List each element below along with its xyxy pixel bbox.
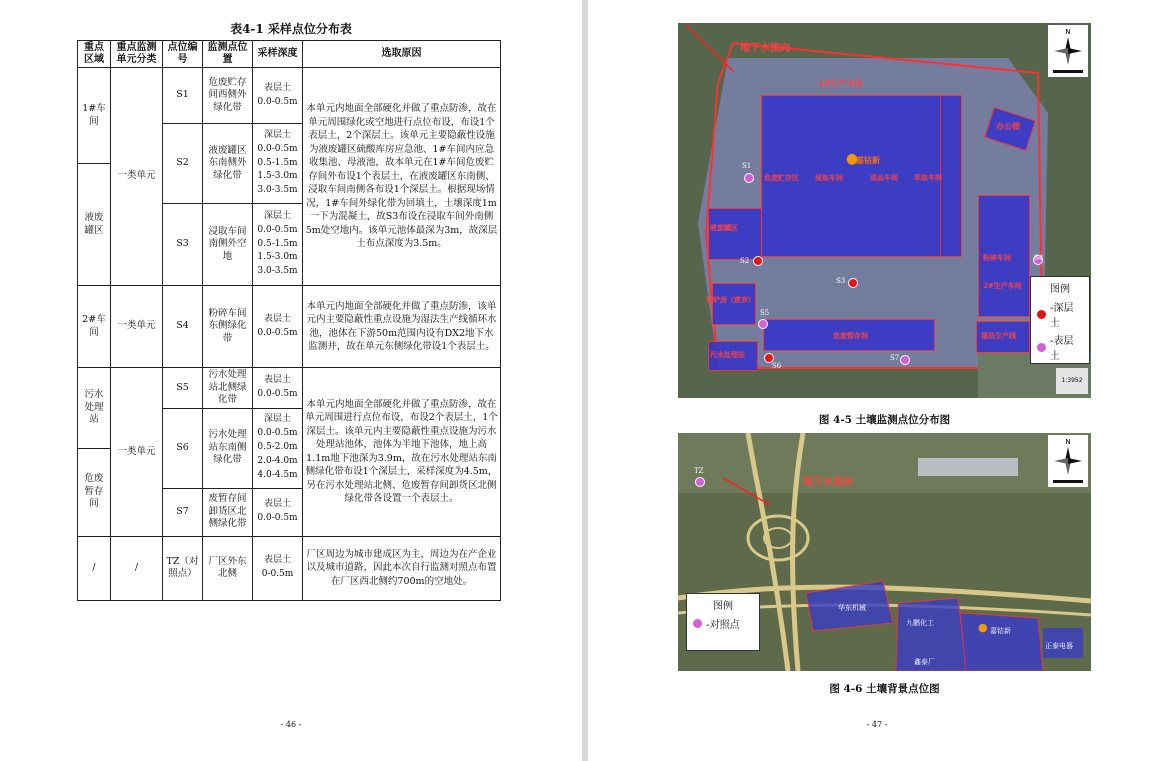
north-arrow-icon: [1048, 435, 1088, 487]
reason-cell: 厂区周边为城市建成区为主，周边为在产企业以及城市道路，因此本次自行监测对照点布置在厂区西北侧约700m的空地处。: [303, 536, 501, 600]
header-cell: 重点监测单元分类: [111, 41, 163, 68]
unit-cell: 一类单元: [111, 368, 163, 537]
sampling-table: [77, 40, 501, 601]
header-cell: 监测点位置: [203, 41, 253, 68]
area-cell: 污水处理站: [78, 368, 111, 449]
building-label: 湿法生产线: [981, 331, 1016, 340]
point-cell: S1: [163, 68, 203, 124]
legend-label: -深层土: [1049, 303, 1074, 329]
building-label: 锅炉房（废弃）: [706, 295, 755, 304]
page-number: - 46 -: [280, 720, 302, 729]
building-label: 成品车间: [870, 173, 898, 182]
table-row: [78, 68, 501, 124]
area-cell: 危废暂存间: [78, 448, 111, 536]
north-label: N: [1065, 28, 1071, 36]
reason-cell: 本单元内地面全部硬化并做了重点防渗，故在单元周围绿化或空地进行点位布设，布设1个表层土，2个深层土。该单元主要隐蔽性设施为液废罐区硫酸库房应急池、1#车间内应急收集池、母液池，故本单元在1#车间危废贮存间外布设1个表层土，在液废罐区东南侧、浸取车间南侧各布设1个深层土。根据现场情况，1#车间外绿化带为回填土，土壤深度1m一下为混凝土，故S3布设在浸取车间外南侧5m处空地内。该单元池体最深为3m，故深层土布点深度为3.5m。: [303, 68, 501, 286]
page-number: - 47 -: [866, 720, 888, 729]
location-cell: 厂区外东北侧: [203, 536, 253, 600]
location-cell: 污水处理站东南侧绿化带: [203, 408, 253, 488]
building-label: 2#生产车间: [983, 281, 1022, 290]
depth-cell: 表层土 0.0-0.5m: [253, 286, 303, 368]
company-label: 华东机械: [838, 604, 866, 612]
company-label: 正泰电器: [1045, 642, 1073, 650]
location-cell: 浸取车间南侧外空地: [203, 204, 253, 286]
building-label: 危废暂存间: [833, 331, 868, 340]
page-47: [588, 0, 1166, 761]
building-label: 污水处理站: [710, 350, 745, 359]
header-cell: 重点区域: [78, 41, 111, 68]
area-cell: 1#车间: [78, 68, 111, 164]
company-label: 嘉钴新: [990, 627, 1011, 635]
surface-soil-icon: [1037, 343, 1046, 352]
building-label: 办公楼: [996, 121, 1020, 131]
factory-name-label: 嘉钴新: [856, 155, 880, 165]
figure-caption: 图 4-6 土壤背景点位图: [829, 683, 940, 695]
sample-point-s2: [753, 256, 763, 266]
point-cell: S7: [163, 488, 203, 536]
area-cell: 2#车间: [78, 286, 111, 368]
location-pin-icon: ●: [978, 621, 988, 634]
company-label: 九鹏化工: [906, 619, 934, 627]
reference-point-icon: [693, 619, 702, 628]
point-label: S3: [836, 277, 846, 285]
building-label: 浸取车间: [815, 173, 843, 182]
building-label: 危废贮存区: [764, 173, 799, 182]
unit-cell: /: [111, 536, 163, 600]
sample-point-s5: [758, 319, 768, 329]
header-cell: 选取原因: [303, 41, 501, 68]
reason-cell: 本单元内地面全部硬化并做了重点防渗，故在单元周围进行点位布设，布设2个表层土，1个深层土。该单元内主要隐蔽性重点设施为污水处理站池体，池体为半地下池体，地上高1.1m地下池深为3.9m，故在污水处理站东南侧绿化带布设1个深层土，采样深度为4.5m，另在污水处理站北侧、危废暂存间卸货区北侧绿化带各设置一个表层土。: [303, 368, 501, 537]
building-label: 液废罐区: [710, 223, 738, 232]
company-label: 鑫泰厂: [914, 658, 935, 666]
legend-row-reference: [693, 616, 753, 631]
deep-soil-icon: [1037, 310, 1046, 319]
legend-row-deep: [1037, 299, 1083, 329]
area-cell: /: [78, 536, 111, 600]
page-46: [0, 0, 582, 761]
depth-cell: 表层土 0-0.5m: [253, 536, 303, 600]
unit-cell: 一类单元: [111, 286, 163, 368]
groundwater-direction-label: 地下水流向: [803, 477, 853, 488]
scale-label: 1:3952: [1056, 368, 1088, 394]
building-label: 1#生产车间: [818, 78, 863, 88]
location-pin-icon: ●: [846, 151, 859, 167]
sample-point-s3: [848, 278, 858, 288]
point-cell: S4: [163, 286, 203, 368]
depth-cell: 表层土 0.0-0.5m: [253, 368, 303, 409]
table-row: [78, 368, 501, 409]
sample-point-s7: [900, 355, 910, 365]
point-label: S2: [740, 257, 750, 265]
legend-title: 图例: [1050, 284, 1070, 295]
location-cell: 危废贮存间西侧外绿化带: [203, 68, 253, 124]
point-cell: S3: [163, 204, 203, 286]
figure-caption: 图 4-5 土壤监测点位分布图: [818, 414, 951, 426]
table-header-row: [78, 41, 501, 68]
groundwater-direction-label: 地下水流向: [740, 43, 790, 54]
soil-monitoring-map: [678, 23, 1091, 398]
location-cell: 液废罐区东南侧外绿化带: [203, 124, 253, 204]
legend-title: 图例: [713, 601, 733, 612]
sample-point-s1: [744, 173, 754, 183]
point-cell: S5: [163, 368, 203, 409]
table-title: 表4-1 采样点位分布表: [230, 22, 352, 36]
point-label: S4: [1034, 254, 1044, 262]
legend-row-surface: [1037, 332, 1083, 362]
location-cell: 污水处理站北侧绿化带: [203, 368, 253, 409]
building-liquid-tank: [708, 208, 762, 260]
map-legend: [686, 593, 760, 651]
point-label: TZ: [694, 467, 704, 475]
reason-cell: 本单元内地面全部硬化并做了重点防渗，该单元内主要隐蔽性重点设施为湿法生产线循环水池，池体在下游50m范围内设有DX2地下水监测井，故在单元东侧绿化带设1个表层土。: [303, 286, 501, 368]
north-label: N: [1065, 438, 1071, 446]
building-extension: [940, 95, 962, 257]
depth-cell: 深层土 0.0-0.5m 0.5-1.5m 1.5-3.0m 3.0-3.5m: [253, 124, 303, 204]
depth-cell: 深层土 0.0-0.5m 0.5-1.5m 1.5-3.0m 3.0-3.5m: [253, 204, 303, 286]
depth-cell: 深层土 0.0-0.5m 0.5-2.0m 2.0-4.0m 4.0-4.5m: [253, 408, 303, 488]
table-row: [78, 536, 501, 600]
legend-label: -表层土: [1049, 336, 1074, 362]
unit-cell: 一类单元: [111, 68, 163, 286]
header-cell: 采样深度: [253, 41, 303, 68]
header-cell: 点位编号: [163, 41, 203, 68]
point-label: S1: [742, 162, 752, 170]
area-cell: 液废罐区: [78, 164, 111, 286]
depth-cell: 表层土 0.0-0.5m: [253, 488, 303, 536]
reference-point-tz: [695, 477, 705, 487]
point-cell: S2: [163, 124, 203, 204]
point-label: S5: [760, 309, 770, 317]
table-row: [78, 286, 501, 368]
depth-cell: 表层土 0.0-0.5m: [253, 68, 303, 124]
point-cell: S6: [163, 408, 203, 488]
point-label: S7: [890, 354, 900, 362]
background-point-map: [678, 433, 1091, 671]
building-label: 粉碎车间: [983, 253, 1011, 262]
point-label: S6: [772, 362, 782, 370]
point-cell: TZ（对照点）: [163, 536, 203, 600]
north-arrow-icon: [1048, 25, 1088, 77]
location-cell: 废暂存间卸货区北侧绿化带: [203, 488, 253, 536]
legend-label: -对照点: [706, 620, 740, 631]
location-cell: 粉碎车间东侧绿化带: [203, 286, 253, 368]
map-legend: [1030, 276, 1090, 364]
building-label: 萃取车间: [914, 173, 942, 182]
